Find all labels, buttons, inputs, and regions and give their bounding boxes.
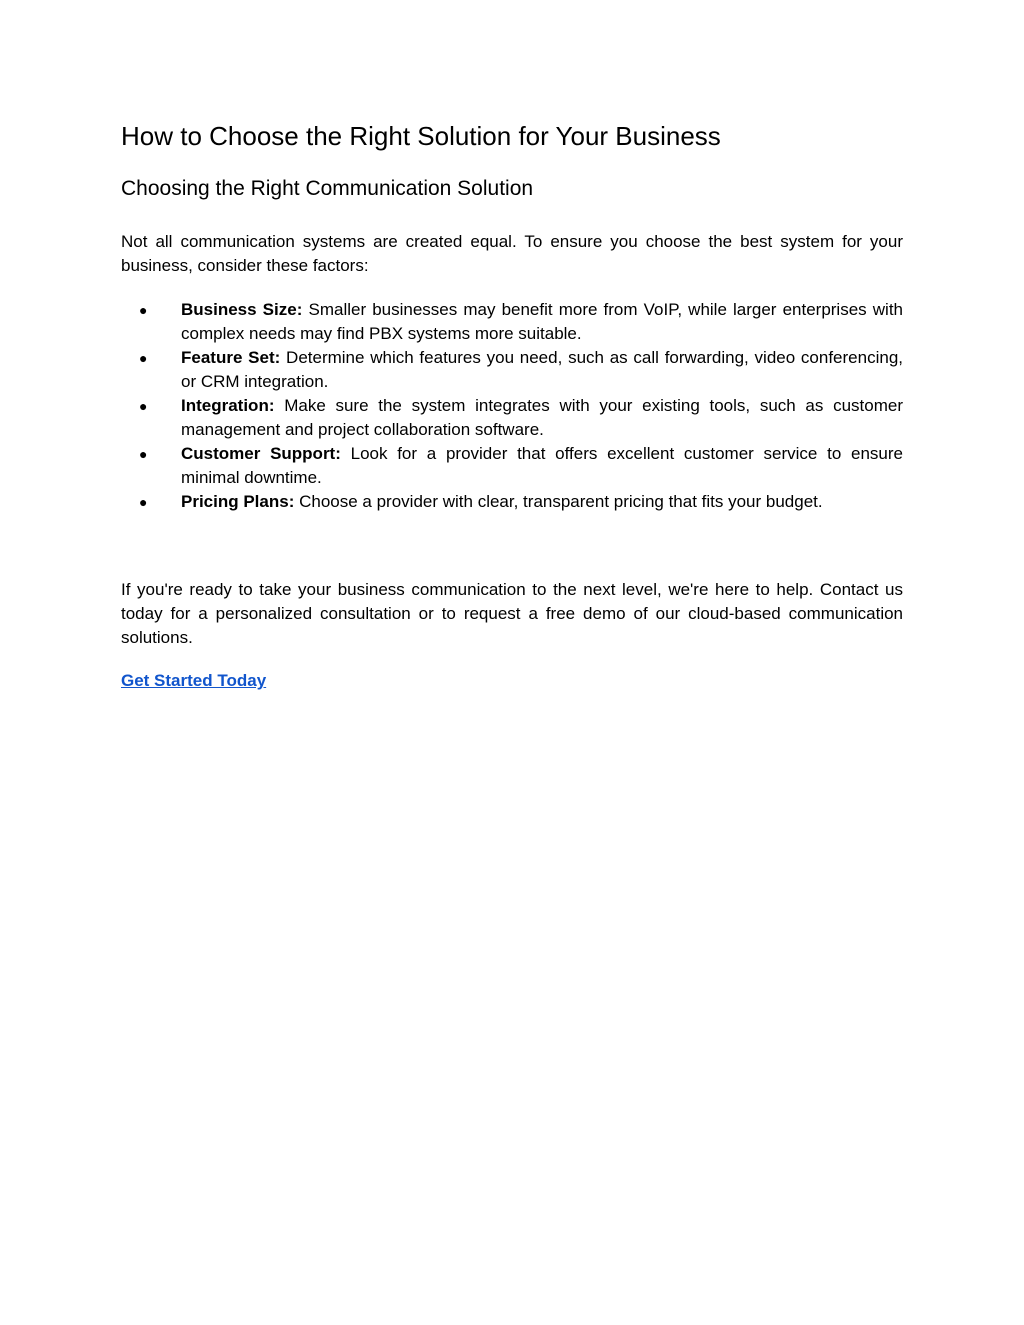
factor-name: Business Size: (181, 300, 303, 319)
factor-text: Make sure the system integrates with your existing tools, such as customer management and project collaboration software. (181, 396, 903, 439)
section-heading: Choosing the Right Communication Solution (121, 177, 534, 200)
bullet-icon: ● (139, 350, 148, 366)
factor-name: Integration: (181, 396, 275, 415)
factor-list (121, 298, 903, 514)
list-item-business-size (121, 298, 903, 346)
bullet-icon: ● (139, 494, 148, 510)
list-item-customer-support (121, 442, 903, 490)
factor-text: Smaller businesses may benefit more from VoIP, while larger enterprises with complex needs may find PBX systems more suitable. (181, 300, 903, 343)
list-item-pricing-plans (121, 490, 903, 514)
factor-name: Pricing Plans: (181, 492, 295, 511)
bullet-icon: ● (139, 446, 148, 462)
list-item-feature-set (121, 346, 903, 394)
intro-paragraph: Not all communication systems are created equal. To ensure you choose the best system for your business, consider these factors: (121, 232, 903, 275)
factor-name: Feature Set: (181, 348, 281, 367)
get-started-link[interactable]: Get Started Today (121, 671, 267, 690)
factor-text: Look for a provider that offers excellent customer service to ensure minimal downtime. (181, 444, 903, 487)
bullet-icon: ● (139, 302, 148, 318)
factor-name: Customer Support: (181, 444, 341, 463)
document-page (121, 118, 903, 693)
factor-text: Choose a provider with clear, transparent pricing that fits your budget. (299, 492, 823, 511)
list-item-integration (121, 394, 903, 442)
bullet-icon: ● (139, 398, 148, 414)
closing-paragraph: If you're ready to take your business communication to the next level, we're here to help. Contact us today for a personalized consultation or to request a free demo of our cloud-based communication solutions. (121, 580, 903, 647)
page-title: How to Choose the Right Solution for Your Business (121, 121, 721, 151)
factor-text: Determine which features you need, such as call forwarding, video conferencing, or CRM integration. (181, 348, 903, 391)
